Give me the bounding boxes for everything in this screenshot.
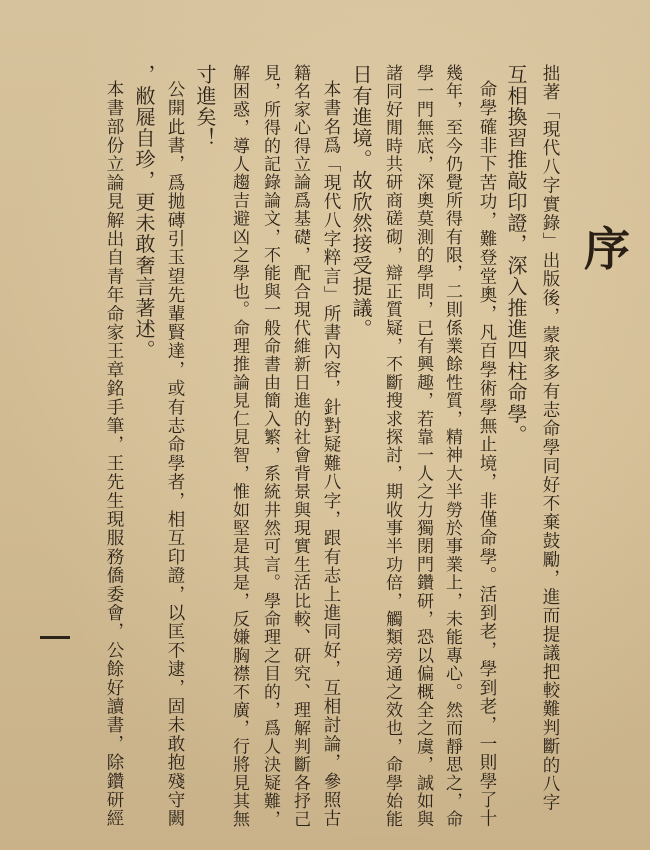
preface-title: 序 [584, 222, 630, 276]
text-column-5: 學一門無底，深奧莫測的學問，已有興趣，若靠一人之力獨閉門鑽研，恐以偏概全之虞，誠如與 [413, 64, 433, 829]
text-column-2: 互相換習推敲印證，深入推進四柱命學。 [504, 64, 528, 446]
text-column-12: 寸進矣！ [193, 64, 217, 149]
text-column-10: 見，所得的記錄論文，不能與一般命書由簡入繁，系統井然可言。學命理之目的，爲人決疑難， [260, 64, 280, 829]
page-number [40, 636, 70, 639]
text-column-4: 幾年，至今仍覺所得有限，二則係業餘性質，精神大半勞於事業上，未能專心。然而靜思之，命 [442, 64, 462, 829]
text-column-9: 籍名家心得立論爲基礎，配合現代維新日進的社會背景與現實生活比較、研究、理解判斷各抒己 [290, 64, 310, 829]
text-column-11: 解困惑，導人趨吉避凶之學也。命理推論見仁見智，惟如堅是其是，反嫌胸襟不廣，行將見其無 [229, 64, 249, 829]
text-column-7: 日有進境。故欣然接受提議。 [349, 64, 373, 340]
text-column-8: 本書名爲「現代八字粹言」所書內容，針對疑難八字，跟有志上進同好，互相討論，參照古 [321, 80, 341, 828]
text-column-1: 拙著「現代八字實錄」出版後，蒙衆多有志命學同好不棄鼓勵，進而提議把較難判斷的八字 [540, 64, 560, 812]
text-column-6: 諸同好閒時共研商磋砌，辯正質疑，不斷搜求探討，期收事半功倍，觸類旁通之效也，命學始能 [382, 64, 402, 829]
text-column-13: 公開此書，爲拋磚引玉望先輩賢達，或有志命學者，相互印證，以匡不逮，固未敢抱殘守闕 [165, 80, 185, 828]
text-column-15: 本書部份立論見解出自青年命家王章銘手筆，王先生現服務僑委會，公餘好讀書，除鑽研經 [104, 80, 124, 828]
text-column-14: ，敝屣自珍，更未敢奢言著述。 [132, 64, 156, 361]
text-column-3: 命學確非下苦功，難登堂奧，凡百學術學無止境，非僅命學。活到老，學到老，一則學了十 [477, 80, 497, 828]
